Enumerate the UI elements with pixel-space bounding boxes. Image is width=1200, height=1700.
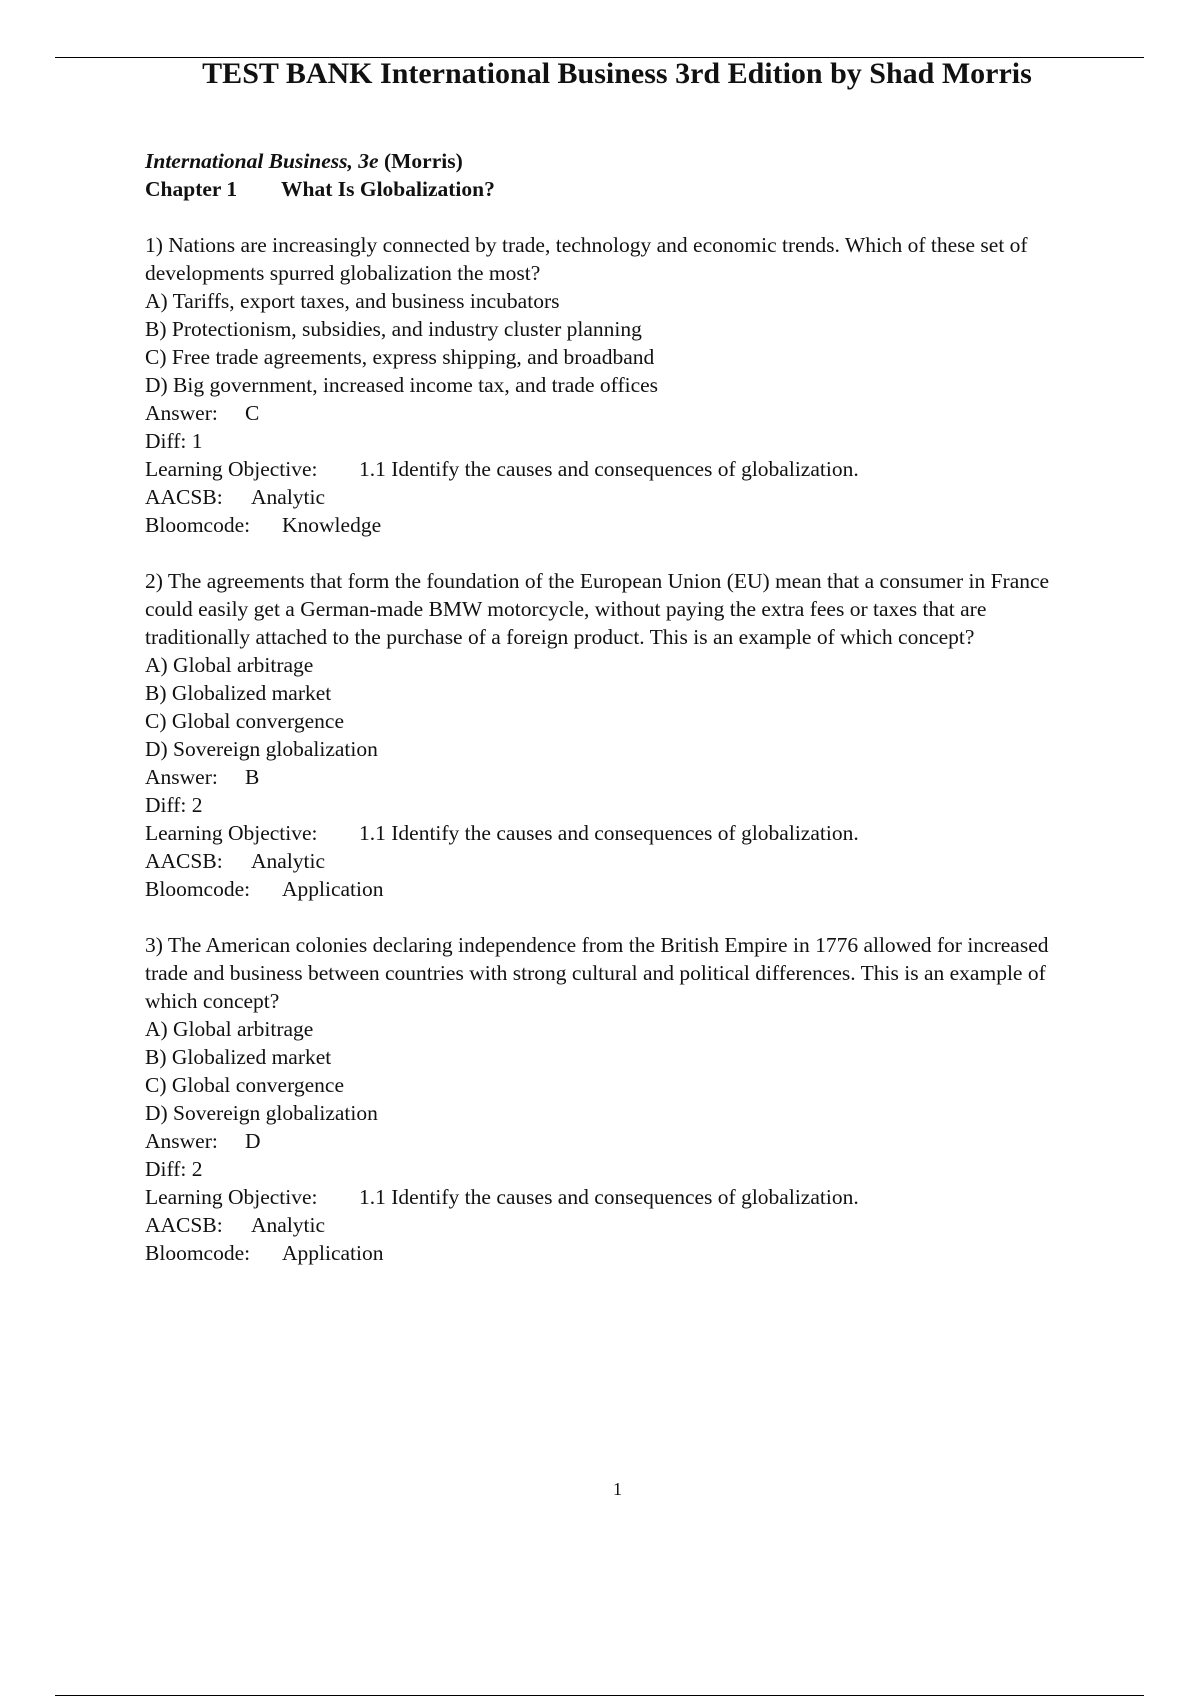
answer-label: Answer:: [145, 401, 218, 425]
difficulty: Diff: 2: [145, 793, 203, 817]
lo-label: Learning Objective:: [145, 457, 318, 481]
option-b: B) Globalized market: [145, 1045, 332, 1069]
aacsb-label: AACSB:: [145, 485, 223, 509]
answer-value: D: [245, 1129, 261, 1153]
book-author: (Morris): [383, 149, 463, 173]
option-a: A) Global arbitrage: [145, 1017, 314, 1041]
aacsb-label: AACSB:: [145, 849, 223, 873]
book-line: [145, 147, 1095, 175]
aacsb-value: Analytic: [251, 849, 326, 873]
option-c: C) Global convergence: [145, 709, 345, 733]
difficulty: Diff: 1: [145, 429, 203, 453]
question-stem: 3) The American colonies declaring independence from the British Empire in 1776 allowed for increased trade and business between countries with strong cultural and political differences. This is an example of which concept?: [145, 933, 1049, 1013]
page-number: 1: [613, 1479, 622, 1499]
answer-label: Answer:: [145, 765, 218, 789]
option-b: B) Globalized market: [145, 681, 332, 705]
answer-line: [145, 399, 1095, 427]
answer-line: [145, 1127, 1095, 1155]
bottom-rule: [55, 1695, 1144, 1696]
lo-value: 1.1 Identify the causes and consequences of globalization.: [359, 457, 859, 481]
document-body: [145, 147, 1095, 1267]
aacsb-label: AACSB:: [145, 1213, 223, 1237]
chapter-number: Chapter 1: [145, 177, 238, 201]
option-d: D) Sovereign globalization: [145, 1101, 378, 1125]
bloomcode: [145, 875, 1095, 903]
bloomcode: [145, 1239, 1095, 1267]
option-a: A) Tariffs, export taxes, and business incubators: [145, 289, 560, 313]
option-d: D) Sovereign globalization: [145, 737, 378, 761]
document-title: TEST BANK International Business 3rd Edition by Shad Morris: [202, 57, 1032, 90]
question-1: [145, 231, 1095, 539]
aacsb: [145, 1211, 1095, 1239]
lo-label: Learning Objective:: [145, 1185, 318, 1209]
bloom-value: Knowledge: [282, 513, 382, 537]
aacsb-value: Analytic: [251, 485, 326, 509]
aacsb: [145, 847, 1095, 875]
option-c: C) Free trade agreements, express shipping, and broadband: [145, 345, 655, 369]
bloom-value: Application: [282, 1241, 384, 1265]
chapter-heading: [145, 175, 1095, 203]
learning-objective: [145, 819, 1095, 847]
lo-label: Learning Objective:: [145, 821, 318, 845]
bloom-label: Bloomcode:: [145, 877, 251, 901]
question-stem: 1) Nations are increasingly connected by trade, technology and economic trends. Which of these set of developments spurred globalization the most?: [145, 233, 1028, 285]
lo-value: 1.1 Identify the causes and consequences of globalization.: [359, 1185, 859, 1209]
bloom-label: Bloomcode:: [145, 1241, 251, 1265]
learning-objective: [145, 1183, 1095, 1211]
chapter-title: What Is Globalization?: [281, 177, 495, 201]
bloomcode: [145, 511, 1095, 539]
learning-objective: [145, 455, 1095, 483]
question-2: [145, 567, 1095, 903]
answer-label: Answer:: [145, 1129, 218, 1153]
option-c: C) Global convergence: [145, 1073, 345, 1097]
difficulty: Diff: 2: [145, 1157, 203, 1181]
option-b: B) Protectionism, subsidies, and industry cluster planning: [145, 317, 642, 341]
option-d: D) Big government, increased income tax, and trade offices: [145, 373, 659, 397]
bloom-value: Application: [282, 877, 384, 901]
aacsb-value: Analytic: [251, 1213, 326, 1237]
answer-value: C: [245, 401, 260, 425]
question-3: [145, 931, 1095, 1267]
answer-line: [145, 763, 1095, 791]
bloom-label: Bloomcode:: [145, 513, 251, 537]
lo-value: 1.1 Identify the causes and consequences of globalization.: [359, 821, 859, 845]
option-a: A) Global arbitrage: [145, 653, 314, 677]
book-title: International Business, 3e: [145, 149, 379, 173]
answer-value: B: [245, 765, 260, 789]
question-stem: 2) The agreements that form the foundation of the European Union (EU) mean that a consumer in France could easily get a German-made BMW motorcycle, without paying the extra fees or taxes that are traditionally attached to the purchase of a foreign product. This is an example of which concept?: [145, 569, 1050, 649]
aacsb: [145, 483, 1095, 511]
